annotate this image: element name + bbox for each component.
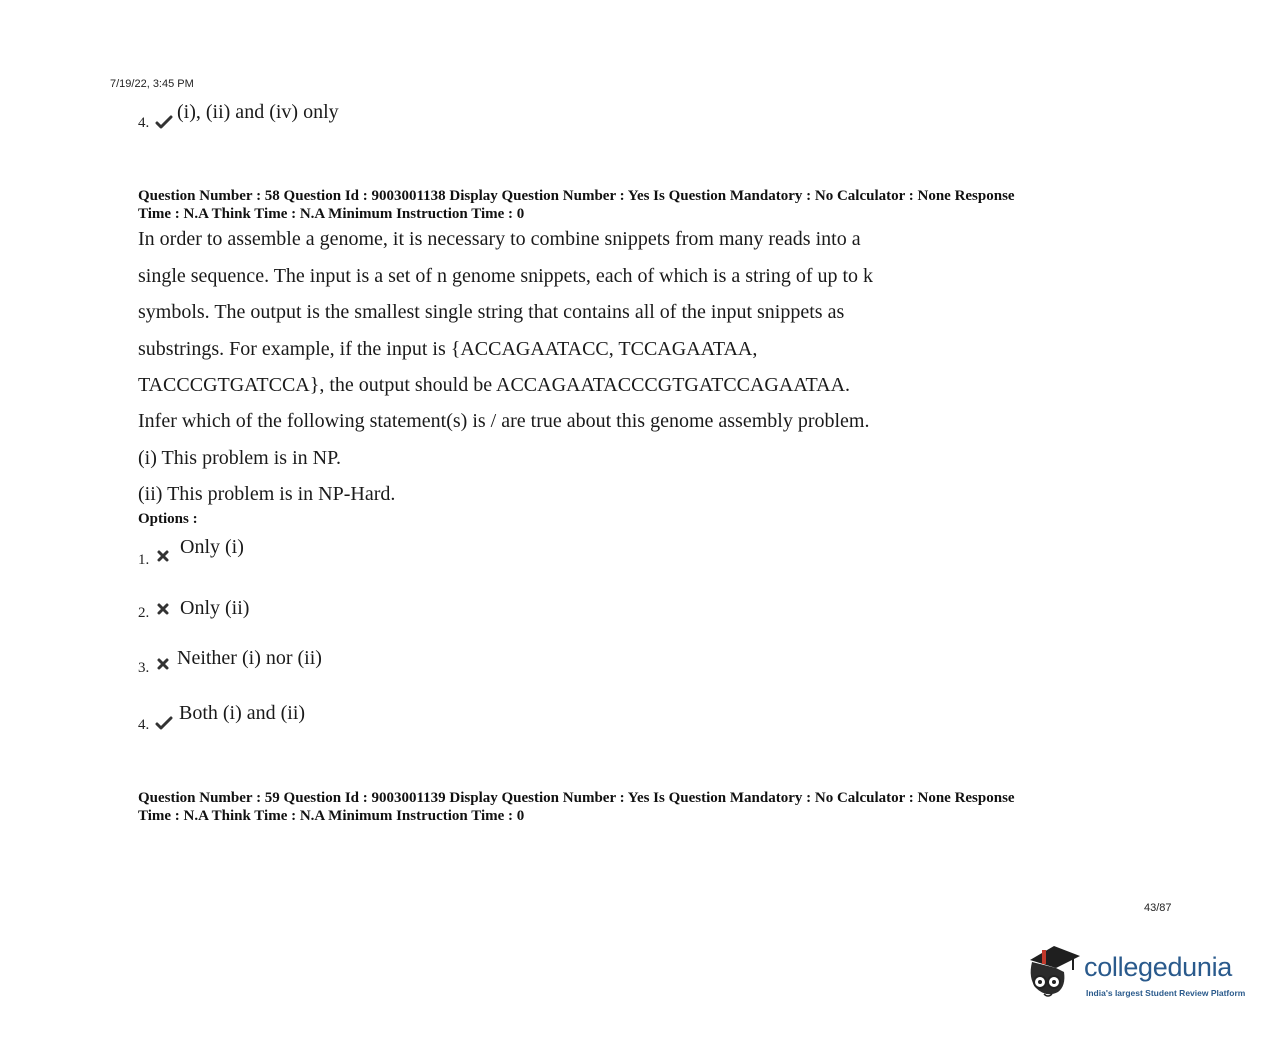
question-59-meta-line1: Question Number : 59 Question Id : 9003001139 Display Question Number : Yes Is Question Mandatory : No Calculator : None Response (138, 790, 1015, 806)
page-number: 43/87 (1144, 902, 1172, 914)
statement-i: (i) This problem is in NP. (138, 447, 341, 469)
question-58-meta-line1: Question Number : 58 Question Id : 9003001138 Display Question Number : Yes Is Question Mandatory : No Calculator : None Response (138, 188, 1015, 204)
mascot-logo-icon (1024, 938, 1084, 1004)
option-1-text: Only (i) (180, 536, 244, 558)
question-body-line: symbols. The output is the smallest single string that contains all of the input snippets as (138, 301, 845, 323)
question-body-line: In order to assemble a genome, it is necessary to combine snippets from many reads into a (138, 228, 861, 250)
option-3-number: 3. (138, 660, 150, 676)
question-body-line: Infer which of the following statement(s) is / are true about this genome assembly problem. (138, 410, 870, 432)
print-timestamp: 7/19/22, 3:45 PM (110, 78, 194, 90)
question-58-meta-line2: Time : N.A Think Time : N.A Minimum Instruction Time : 0 (138, 206, 525, 222)
question-body-line: single sequence. The input is a set of n genome snippets, each of which is a string of up to k (138, 265, 874, 287)
question-59-meta-line2: Time : N.A Think Time : N.A Minimum Instruction Time : 0 (138, 808, 525, 824)
check-icon (155, 714, 173, 732)
options-label: Options : (138, 511, 198, 527)
statement-ii: (ii) This problem is in NP-Hard. (138, 483, 396, 505)
check-icon (155, 113, 173, 131)
option-3-text: Neither (i) nor (ii) (177, 647, 322, 669)
question-58-meta (138, 187, 1128, 223)
question-body-line: substrings. For example, if the input is {ACCAGAATACC, TCCAGAATAA, (138, 338, 758, 360)
prev-option-4-text: (i), (ii) and (iv) only (177, 101, 339, 123)
brand-logo-text: collegedunia (1084, 952, 1233, 982)
option-2-text: Only (ii) (180, 597, 250, 619)
prev-option-4-number: 4. (138, 115, 150, 131)
cross-icon (156, 657, 174, 675)
option-2-number: 2. (138, 605, 150, 621)
option-4-text: Both (i) and (ii) (179, 702, 306, 724)
question-59-meta (138, 789, 1128, 825)
question-body-line: TACCCGTGATCCA}, the output should be ACCAGAATACCCGTGATCCAGAATAA. (138, 374, 851, 396)
cross-icon (156, 602, 174, 620)
cross-icon (156, 549, 174, 567)
brand-tagline: India's largest Student Review Platform (1086, 988, 1246, 998)
option-4-number: 4. (138, 717, 150, 733)
option-1-number: 1. (138, 552, 150, 568)
